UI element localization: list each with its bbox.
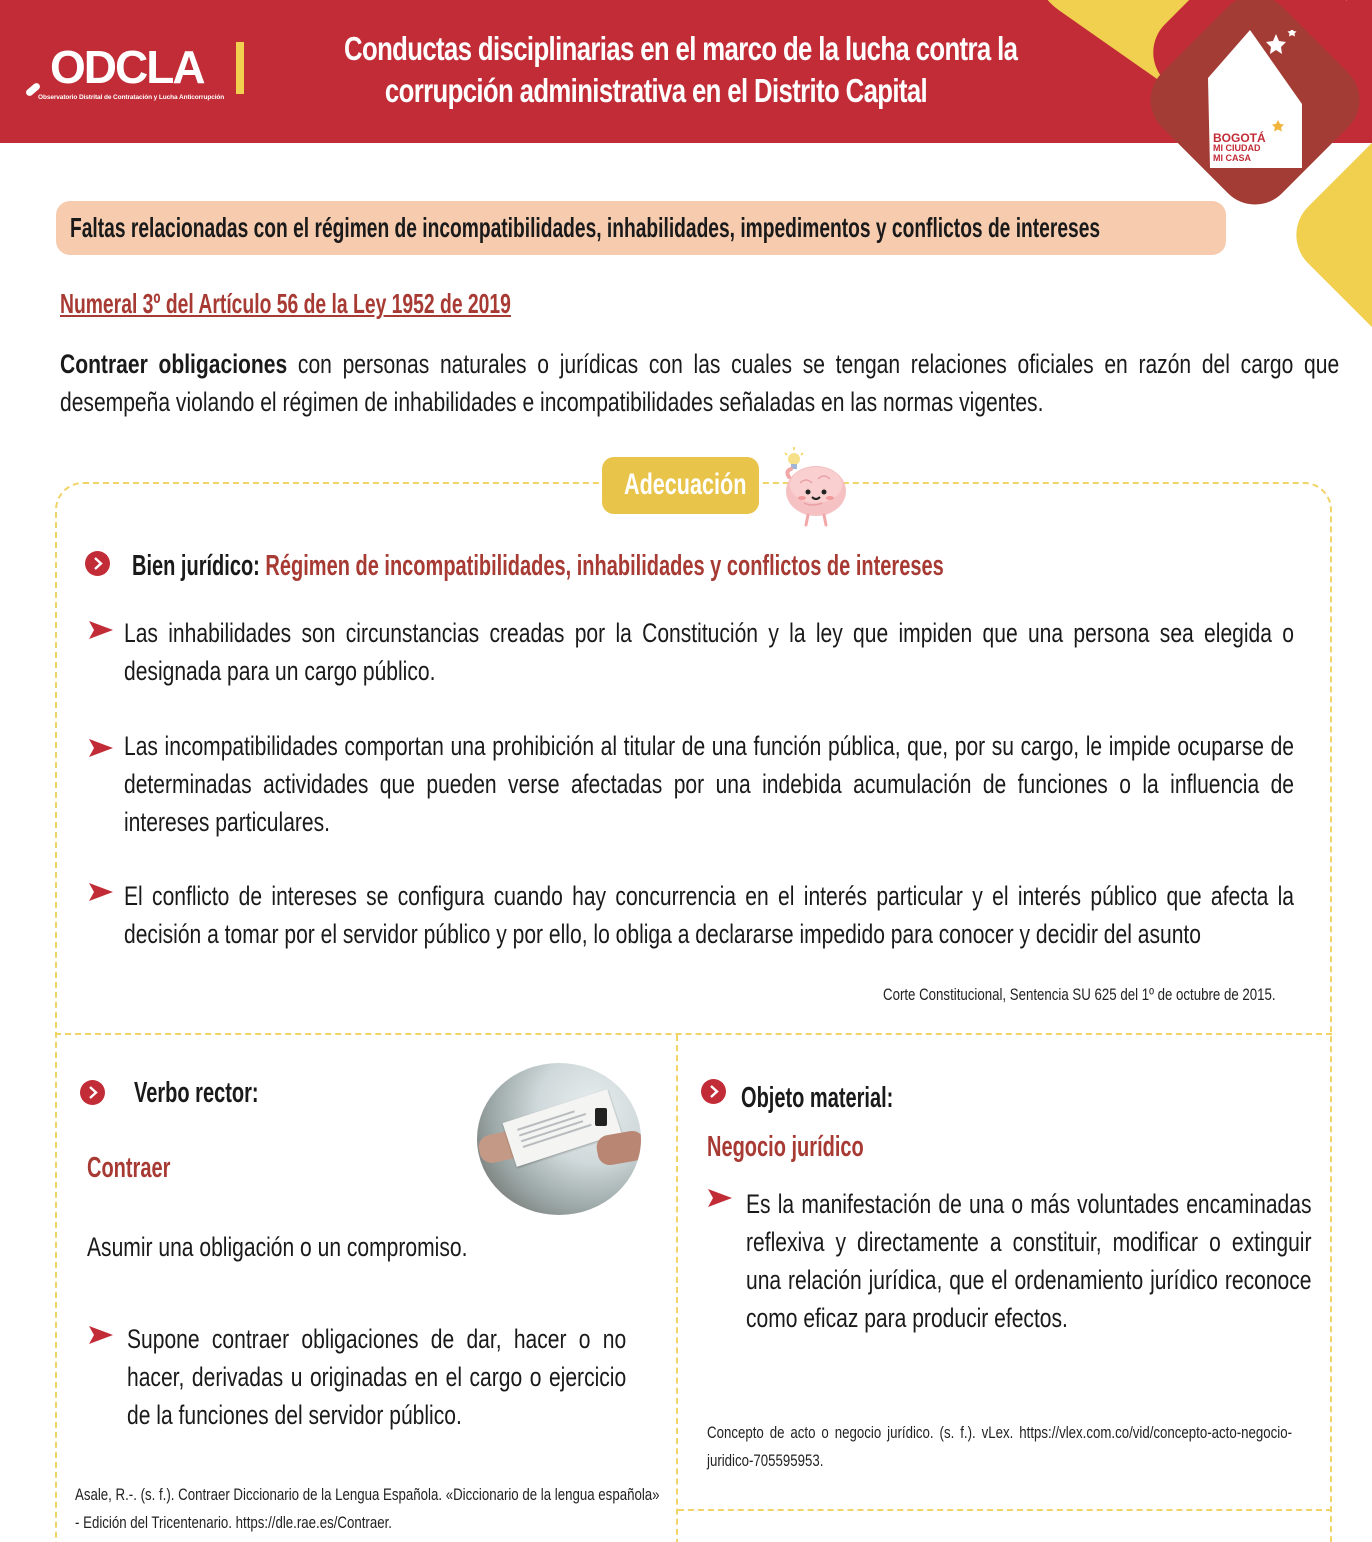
bien-juridico-value: Régimen de incompatibilidades, inhabilidades y conflictos de intereses bbox=[265, 550, 944, 582]
bien-juridico-bullet-2: Las incompatibilidades comportan una prohibición al titular de una función pública, que, por su cargo, le impide ocuparse de determinadas actividades que pueden verse afectadas por una indebida acumulación de funciones o la influencia de intereses particulares. bbox=[124, 731, 1294, 837]
city-logo-text: BOGOTÁ MI CIUDAD MI CASA bbox=[1213, 131, 1266, 163]
triangle-bullet-icon bbox=[88, 738, 114, 758]
adecuacion-badge bbox=[602, 457, 759, 514]
conduct-description bbox=[60, 345, 1339, 421]
verbo-rector-definition: Asumir una obligación o un compromiso. bbox=[87, 1232, 468, 1262]
objeto-material-value: Negocio jurídico bbox=[707, 1131, 864, 1163]
page-title-line-2: corrupción administrativa en el Distrito Capital bbox=[384, 72, 928, 109]
adecuacion-label: Adecuación bbox=[623, 468, 747, 501]
brain-mascot-icon bbox=[772, 445, 852, 527]
document-handover-photo bbox=[477, 1063, 641, 1215]
verbo-rector-bullet: Supone contraer obligaciones de dar, hacer o no hacer, derivadas u originadas en el cargo o ejercicio de la funciones del servidor público. bbox=[127, 1324, 627, 1430]
bien-juridico-bullet-3: El conflicto de intereses se configura cuando hay concurrencia en el interés particular y el interés público que afecta la decisión a tomar por el servidor público y por ello, lo obliga a declararse impedido para conocer y decidir del asunto bbox=[124, 881, 1294, 949]
legal-reference-heading: Numeral 3º del Artículo 56 de la Ley 1952 de 2019 bbox=[60, 288, 511, 319]
triangle-bullet-icon bbox=[88, 882, 114, 902]
page-title-line-1: Conductas disciplinarias en el marco de la lucha contra la bbox=[344, 30, 1018, 67]
citation-corte-constitucional: Corte Constitucional, Sentencia SU 625 del 1º de octubre de 2015. bbox=[883, 985, 1276, 1004]
column-divider bbox=[676, 1035, 678, 1542]
verbo-rector-heading: Verbo rector: bbox=[134, 1077, 259, 1109]
triangle-bullet-icon bbox=[88, 620, 114, 640]
chevron-right-icon bbox=[85, 551, 110, 576]
objeto-material-heading: Objeto material: bbox=[741, 1082, 894, 1114]
section-category-label: Faltas relacionadas con el régimen de incompatibilidades, inhabilidades, impedimentos y conflictos de intereses bbox=[70, 212, 1101, 243]
verbo-rector-value: Contraer bbox=[87, 1152, 171, 1184]
logo-subtitle: Observatorio Distrital de Contratación y Lucha Anticorrupción bbox=[38, 94, 225, 101]
triangle-bullet-icon bbox=[88, 1325, 114, 1345]
objeto-material-bullet: Es la manifestación de una o más voluntades encaminadas reflexiva y directamente a constituir, modificar o extinguir una relación jurídica, que el ordenamiento jurídico reconoce como eficaz para producir efectos. bbox=[746, 1189, 1312, 1333]
triangle-bullet-icon bbox=[707, 1188, 733, 1208]
conduct-text: con personas naturales o jurídicas con las cuales se tengan relaciones oficiales en razón del cargo que desempeña violando el régimen de inhabilidades e incompatibilidades señaladas en las normas vigentes. bbox=[60, 349, 1340, 417]
chevron-right-icon bbox=[80, 1080, 105, 1105]
chevron-right-icon bbox=[701, 1079, 726, 1104]
divider bbox=[55, 1033, 1332, 1035]
header-separator bbox=[236, 42, 244, 94]
logo-text: ODCLA bbox=[50, 41, 204, 93]
divider bbox=[678, 1509, 1332, 1511]
bien-juridico-label: Bien jurídico: bbox=[132, 550, 260, 582]
citation-vlex: Concepto de acto o negocio jurídico. (s. f.). vLex. https://vlex.com.co/vid/concepto-acto-negocio-juridico-705595953. bbox=[707, 1423, 1292, 1470]
page-title bbox=[256, 28, 1056, 112]
conduct-keyword: Contraer obligaciones bbox=[60, 349, 288, 379]
odcla-logo bbox=[22, 41, 225, 106]
bien-juridico-bullet-1: Las inhabilidades son circunstancias creadas por la Constitución y la ley que impiden que una persona sea elegida o designada para un cargo público. bbox=[124, 618, 1294, 686]
section-category-pill bbox=[56, 201, 1226, 255]
binder-clip-icon bbox=[595, 1108, 607, 1126]
bien-juridico-heading bbox=[132, 550, 944, 582]
citation-rae: Asale, R.-. (s. f.). Contraer Diccionario de la Lengua Española. «Diccionario de la lengua española» - Edición del Tricentenario. https://dle.rae.es/Contraer. bbox=[75, 1485, 660, 1532]
